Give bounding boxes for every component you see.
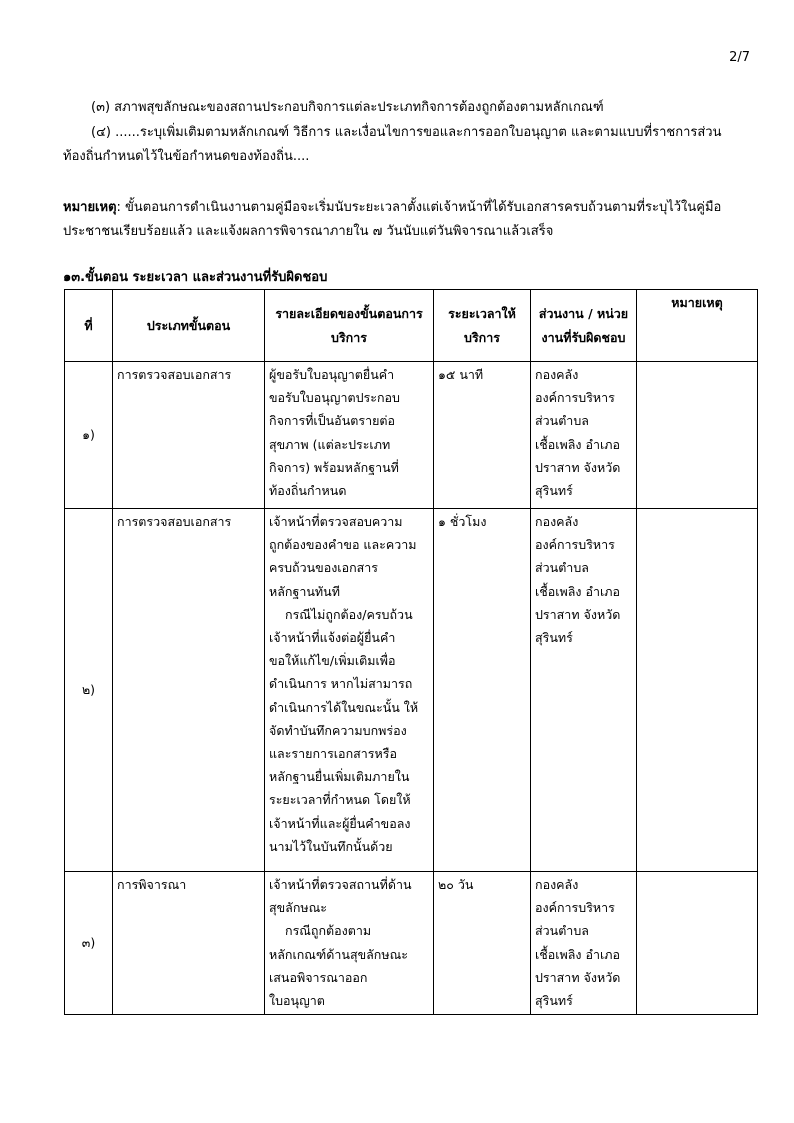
header-step-type: ประเภทขั้นตอน: [113, 290, 265, 362]
responsible-line: สุรินทร์: [535, 630, 573, 646]
header-remarks: หมายเหตุ: [637, 290, 758, 362]
table-row: [65, 872, 758, 1015]
step-details: [265, 872, 434, 1015]
detail-line: ท้องถิ่นกำหนด: [269, 483, 347, 499]
responsible-line: ปราสาท จังหวัด: [535, 459, 621, 475]
responsible-line: ปราสาท จังหวัด: [535, 606, 621, 622]
responsible-line: ส่วนตำบล: [535, 413, 589, 429]
detail-line: ขอรับใบอนุญาตประกอบ: [269, 390, 400, 406]
detail-line: กิจการ) พร้อมหลักฐานที่: [269, 459, 399, 475]
responsible-unit: [531, 362, 637, 509]
responsible-line: องค์การบริหาร: [535, 390, 615, 406]
responsible-line: กองคลัง: [535, 514, 579, 529]
step-duration: ๒๐ วัน: [434, 872, 531, 1015]
detail-line: กิจการที่เป็นอันตรายต่อ: [269, 413, 396, 429]
step-remarks: [637, 509, 758, 872]
detail-line: สุขลักษณะ: [269, 900, 327, 916]
detail-line: เจ้าหน้าที่และผู้ยื่นคำขอลง: [269, 815, 411, 831]
step-remarks: [637, 362, 758, 509]
note-text: : ขั้นตอนการดำเนินงานตามคู่มือจะเริ่มนับระยะเวลาตั้งแต่เจ้าหน้าที่ได้รับเอกสารครบถ้วนตามที่ระบุไว้ในคู่มือประชาชนเรียบร้อยแล้ว และแจ้งผลการพิจารณาภายใน ๗ วันนับแต่วันพิจารณาแล้วเสร็จ: [63, 200, 722, 239]
row-number: ๑): [65, 362, 113, 509]
detail-line: กรณีถูกต้องตาม: [285, 923, 372, 939]
detail-line: ถูกต้องของคำขอ และความ: [269, 537, 417, 553]
detail-line: ดำเนินการได้ในขณะนั้น ให้: [269, 699, 419, 715]
detail-line: ผู้ขอรับใบอนุญาตยื่นคำ: [269, 367, 395, 382]
responsible-line: กองคลัง: [535, 877, 579, 892]
header-no: ที่: [65, 290, 113, 362]
detail-line: สุขภาพ (แต่ละประเภท: [269, 436, 391, 452]
detail-line: ระยะเวลาที่กำหนด โดยให้: [269, 792, 411, 808]
responsible-line: องค์การบริหาร: [535, 537, 615, 553]
responsible-line: สุรินทร์: [535, 483, 573, 499]
detail-line: นามไว้ในบันทึกนั้นด้วย: [269, 838, 393, 854]
header-responsible: ส่วนงาน / หน่วยงานที่รับผิดชอบ: [531, 290, 637, 362]
detail-line: เสนอพิจารณาออก: [269, 969, 368, 985]
responsible-line: สุรินทร์: [535, 993, 573, 1009]
detail-line: ใบอนุญาต: [269, 993, 325, 1009]
step-duration: ๑๕ นาที: [434, 362, 531, 509]
detail-line: ขอให้แก้ไข/เพิ่มเติมเพื่อ: [269, 653, 396, 669]
detail-line: กรณีไม่ถูกต้อง/ครบถ้วน: [285, 606, 413, 622]
condition-item-3: (๓) สภาพสุขลักษณะของสถานประกอบกิจการแต่ละประเภทกิจการต้องถูกต้องตามหลักเกณฑ์: [91, 100, 604, 115]
responsible-line: องค์การบริหาร: [535, 900, 615, 916]
detail-line: หลักฐานทันที: [269, 583, 340, 599]
detail-line: หลักฐานยื่นเพิ่มเติมภายใน: [269, 769, 410, 785]
responsible-line: เชื้อเพลิง อำเภอ: [535, 946, 621, 962]
table-header-row: [65, 290, 758, 362]
detail-line: จัดทำบันทึกความบกพร่อง: [269, 722, 407, 738]
responsible-unit: [531, 509, 637, 872]
responsible-line: ส่วนตำบล: [535, 560, 589, 576]
step-type: การพิจารณา: [113, 872, 265, 1015]
detail-line: ครบถ้วนของเอกสาร: [269, 560, 379, 576]
step-remarks: [637, 872, 758, 1015]
row-number: ๒): [65, 509, 113, 872]
step-duration: ๑ ชั่วโมง: [434, 509, 531, 872]
page-number: 2/7: [729, 50, 750, 65]
detail-line: และรายการเอกสารหรือ: [269, 746, 397, 762]
responsible-line: กองคลัง: [535, 367, 579, 382]
detail-line: เจ้าหน้าที่ตรวจสถานที่ด้าน: [269, 877, 412, 892]
note-paragraph: [63, 196, 738, 244]
table-row: [65, 362, 758, 509]
detail-line: หลักเกณฑ์ด้านสุขลักษณะ: [269, 946, 408, 962]
step-details: [265, 362, 434, 509]
condition-item-4: (๔) ......ระบุเพิ่มเติมตามหลักเกณฑ์ วิธีการ และเงื่อนไขการขอและการออกใบอนุญาต และตามแบบที่ราชการส่วนท้องถิ่นกำหนดไว้ในข้อกำหนดของท้องถิ่น....: [63, 125, 722, 164]
table-row: [65, 509, 758, 872]
row-number: ๓): [65, 872, 113, 1015]
header-details: รายละเอียดของขั้นตอนการบริการ: [265, 290, 434, 362]
detail-line: เจ้าหน้าที่แจ้งต่อผู้ยื่นคำ: [269, 630, 396, 646]
responsible-unit: [531, 872, 637, 1015]
step-type: การตรวจสอบเอกสาร: [113, 509, 265, 872]
procedure-table: [64, 289, 758, 1015]
step-type: การตรวจสอบเอกสาร: [113, 362, 265, 509]
detail-line: เจ้าหน้าที่ตรวจสอบความ: [269, 514, 403, 529]
section-heading: ๑๓.ขั้นตอน ระยะเวลา และส่วนงานที่รับผิดชอบ: [63, 270, 328, 285]
step-details: [265, 509, 434, 872]
responsible-line: ปราสาท จังหวัด: [535, 969, 621, 985]
responsible-line: ส่วนตำบล: [535, 923, 589, 939]
detail-line: ดำเนินการ หากไม่สามารถ: [269, 676, 413, 692]
responsible-line: เชื้อเพลิง อำเภอ: [535, 436, 621, 452]
note-label: หมายเหตุ: [63, 200, 117, 215]
header-duration: ระยะเวลาให้บริการ: [434, 290, 531, 362]
responsible-line: เชื้อเพลิง อำเภอ: [535, 583, 621, 599]
